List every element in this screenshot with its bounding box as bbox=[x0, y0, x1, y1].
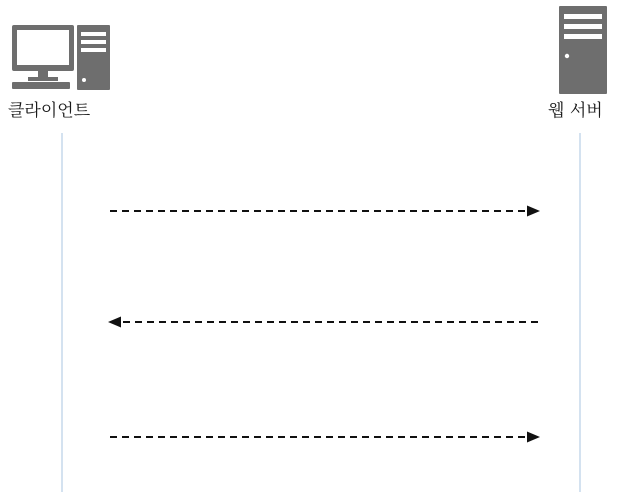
message-arrow-1 bbox=[110, 206, 540, 217]
power-light bbox=[82, 78, 86, 82]
arrowhead-right bbox=[527, 432, 540, 443]
message-arrow-3 bbox=[110, 432, 540, 443]
desktop-computer-icon bbox=[12, 25, 110, 90]
server-body bbox=[559, 6, 607, 94]
monitor-neck bbox=[38, 71, 48, 77]
server-bay-3 bbox=[564, 34, 602, 39]
drive-bay-2 bbox=[81, 40, 106, 44]
monitor-base bbox=[28, 77, 58, 81]
message-arrow-2 bbox=[108, 317, 538, 328]
keyboard bbox=[12, 82, 70, 89]
arrowhead-left bbox=[108, 317, 121, 328]
arrowhead-right bbox=[527, 206, 540, 217]
server-bay-2 bbox=[564, 24, 602, 29]
client-label: 클라이언트 bbox=[8, 101, 91, 121]
server-power-light bbox=[565, 54, 569, 58]
monitor-screen bbox=[17, 30, 69, 65]
drive-bay-3 bbox=[81, 48, 106, 52]
server-tower-icon bbox=[559, 6, 607, 94]
server-label: 웹 서버 bbox=[548, 101, 603, 121]
server-bay-1 bbox=[564, 14, 602, 19]
drive-bay-1 bbox=[81, 32, 106, 36]
